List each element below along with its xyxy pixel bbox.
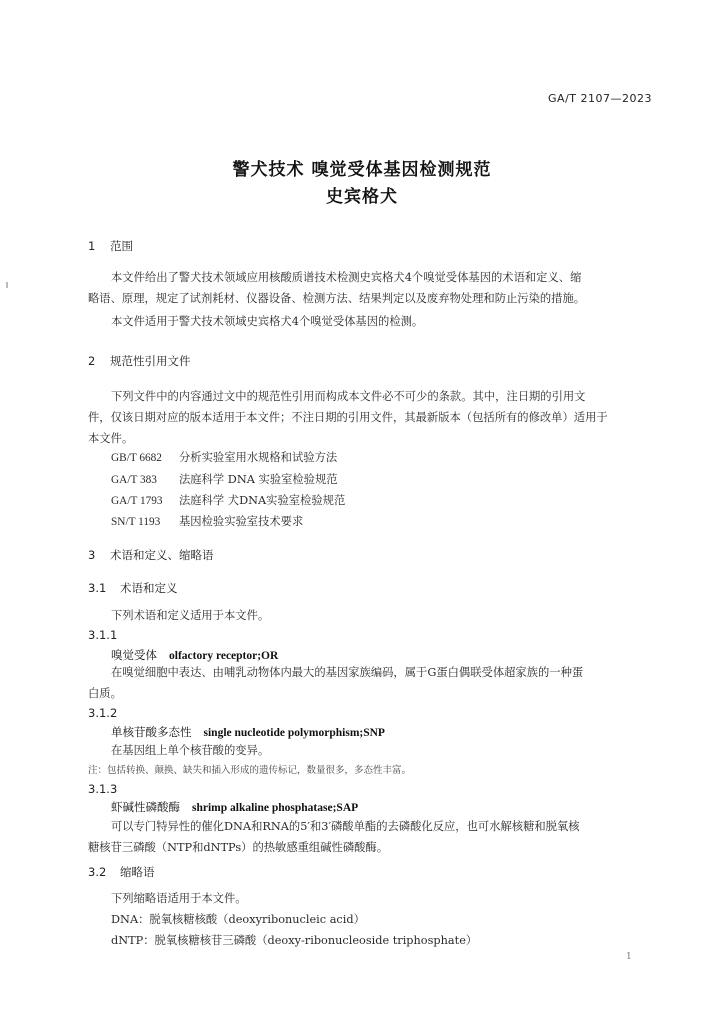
reference-title: 法庭科学 犬DNA实验室检验规范 [179, 494, 346, 507]
section-number: 2 [88, 354, 96, 368]
term-note: 注：包括转换、颠换、缺失和插入形成的遗传标记，数量很多，多态性丰富。 [88, 765, 412, 776]
paragraph-line: 下列文件中的内容通过文中的规范性引用而构成本文件必不可少的条款。其中，注日期的引用文 [111, 390, 586, 403]
term-en: shrimp alkaline phosphatase;SAP [192, 802, 359, 814]
term-cn: 单核苷酸多态性 [111, 725, 192, 739]
paragraph-line: 略语、原理，规定了试剂耗材、仪器设备、检测方法、结果判定以及废弃物处理和防止污染的措施。 [88, 292, 586, 305]
section-title: 规范性引用文件 [110, 354, 191, 368]
definition-line: 白质。 [88, 687, 122, 700]
abbreviation-item: DNA：脱氧核糖核酸（deoxyribonucleic acid） [111, 913, 365, 926]
section-3-heading [88, 547, 214, 563]
subsection-3-1-heading [88, 580, 178, 596]
term-number: 3.1.2 [88, 706, 118, 720]
section-1-heading [88, 238, 133, 254]
reference-item [111, 513, 303, 529]
reference-code: GA/T 1793 [111, 495, 163, 507]
reference-item [111, 471, 338, 487]
term-number: 3.1.1 [88, 628, 118, 642]
term-cn: 虾碱性磷酸酶 [111, 800, 180, 814]
term-heading [111, 647, 278, 663]
paragraph-line: 本文件给出了警犬技术领域应用核酸质谱技术检测史宾格犬4个嗅觉受体基因的术语和定义、缩 [111, 271, 582, 284]
section-number: 3 [88, 548, 96, 562]
definition-line: 糖核苷三磷酸（NTP和dNTPs）的热敏感重组碱性磷酸酶。 [88, 841, 389, 854]
paragraph-line: 本文件适用于警犬技术领域史宾格犬4个嗅觉受体基因的检测。 [111, 315, 424, 328]
section-number: 1 [88, 239, 96, 253]
term-heading [111, 799, 358, 815]
scan-mark [6, 282, 8, 288]
document-subtitle: 史宾格犬 [326, 187, 398, 207]
reference-code: SN/T 1193 [111, 516, 161, 528]
subsection-title: 缩略语 [120, 865, 155, 879]
term-heading [111, 724, 385, 740]
reference-title: 法庭科学 DNA 实验室检验规范 [179, 473, 338, 486]
definition-line: 可以专门特异性的催化DNA和RNA的5′和3′磷酸单酯的去磷酸化反应，也可水解核糖和脱氧核 [111, 820, 580, 833]
subsection-number: 3.2 [88, 865, 107, 879]
reference-code: GB/T 6682 [111, 452, 162, 464]
document-title: 警犬技术 嗅觉受体基因检测规范 [232, 160, 492, 180]
term-cn: 嗅觉受体 [111, 648, 157, 662]
section-title: 范围 [110, 239, 133, 253]
definition-line: 在基因组上单个核苷酸的变异。 [111, 744, 270, 757]
page-number: 1 [626, 952, 632, 962]
paragraph-line: 件，仅该日期对应的版本适用于本文件；不注日期的引用文件，其最新版本（包括所有的修改单）适用于 [88, 411, 608, 424]
section-title: 术语和定义、缩略语 [110, 548, 214, 562]
subsection-3-2-heading [88, 864, 155, 880]
paragraph-line: 下列缩略语适用于本文件。 [111, 892, 247, 905]
term-en: olfactory receptor;OR [169, 650, 279, 662]
reference-title: 基因检验实验室技术要求 [179, 515, 304, 528]
reference-item [111, 449, 337, 465]
definition-line: 在嗅觉细胞中表达、由哺乳动物体内最大的基因家族编码，属于G蛋白偶联受体超家族的一种蛋 [111, 666, 584, 679]
paragraph-line: 下列术语和定义适用于本文件。 [111, 609, 270, 622]
reference-title: 分析实验室用水规格和试验方法 [179, 451, 338, 464]
reference-code: GA/T 383 [111, 474, 157, 486]
paragraph-line: 本文件。 [88, 432, 134, 445]
term-en: single nucleotide polymorphism;SNP [203, 727, 385, 739]
subsection-title: 术语和定义 [120, 581, 178, 595]
reference-item [111, 492, 345, 508]
term-number: 3.1.3 [88, 782, 118, 796]
standard-code: GA/T 2107—2023 [548, 92, 652, 105]
subsection-number: 3.1 [88, 581, 107, 595]
abbreviation-item: dNTP：脱氧核糖核苷三磷酸（deoxy-ribonucleoside triphosphate） [111, 934, 478, 947]
section-2-heading [88, 353, 191, 369]
